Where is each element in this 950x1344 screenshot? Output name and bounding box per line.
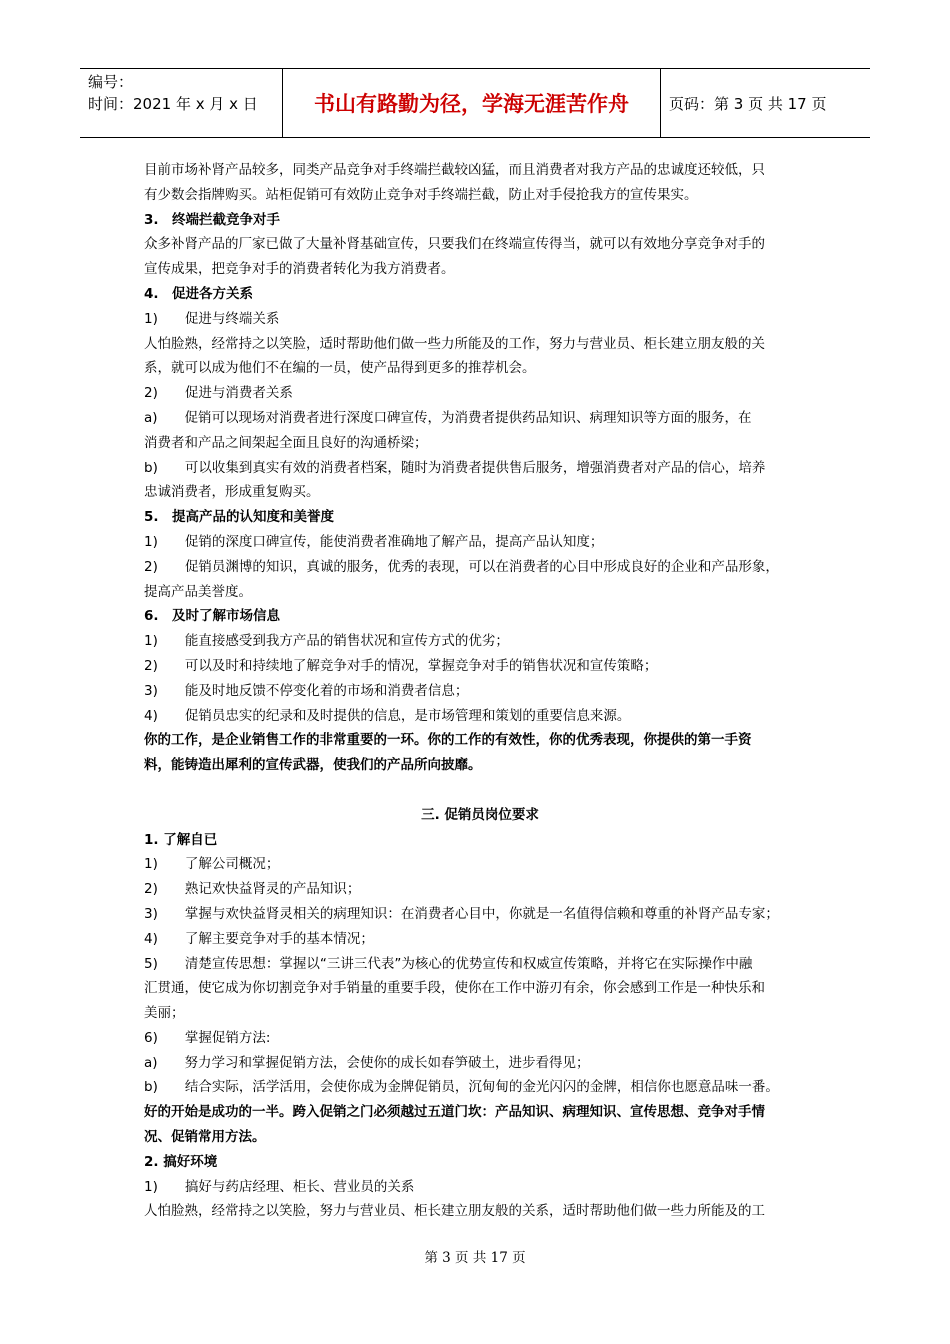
document-number-label: 编号： bbox=[88, 73, 134, 91]
body-line: 人怕脸熟，经常持之以笑脸，适时帮助他们做一些力所能及的工作，努力与营业员、柜长建立朋友般的关 bbox=[144, 335, 765, 352]
blank-line bbox=[144, 778, 816, 803]
list-item: 6) 掌握促销方法: bbox=[144, 1029, 271, 1046]
body-line: 众多补肾产品的厂家已做了大量补肾基础宣传，只要我们在终端宣传得当，就可以有效地分享竞争对手的 bbox=[144, 236, 765, 253]
list-item: 4) 了解主要竞争对手的基本情况； bbox=[144, 930, 374, 947]
body-line: 消费者和产品之间架起全面且良好的沟通桥梁； bbox=[144, 434, 428, 451]
emphasis-line: 好的开始是成功的一半。跨入促销之门必须越过五道门坎：产品知识、病理知识、宣传思想、竞争对手情 bbox=[144, 1104, 765, 1121]
body-line: 美丽； bbox=[144, 1005, 185, 1022]
emphasis-line: 料，能铸造出犀利的宣传武器，使我们的产品所向披靡。 bbox=[144, 757, 482, 774]
list-item: 1) 促进与终端关系 bbox=[144, 310, 280, 327]
list-item: 2) 熟记欢快益肾灵的产品知识； bbox=[144, 881, 361, 898]
header-motto: 书山有路勤为径，学海无涯苦作舟 bbox=[283, 69, 661, 137]
section-heading: 3. 终端拦截竞争对手 bbox=[144, 211, 281, 228]
list-item: 2) 可以及时和持续地了解竞争对手的情况，掌握竞争对手的销售状况和宣传策略； bbox=[144, 657, 658, 674]
section-heading: 5. 提高产品的认知度和美誉度 bbox=[144, 509, 335, 526]
emphasis-line: 况、促销常用方法。 bbox=[144, 1129, 266, 1146]
list-item: 3) 能及时地反馈不停变化着的市场和消费者信息； bbox=[144, 682, 469, 699]
emphasis-line: 你的工作，是企业销售工作的非常重要的一环。你的工作的有效性，你的优秀表现，你提供的第一手资 bbox=[144, 732, 752, 749]
section-heading: 1. 了解自已 bbox=[144, 831, 218, 848]
list-item: a) 努力学习和掌握促销方法，会使你的成长如春笋破土，进步看得见； bbox=[144, 1054, 590, 1071]
section-heading: 4. 促进各方关系 bbox=[144, 285, 254, 302]
body-line: 有少数会指牌购买。站柜促销可有效防止竞争对手终端拦截，防止对手侵抢我方的宣传果实。 bbox=[144, 186, 698, 203]
body-line: 目前市场补肾产品较多，同类产品竞争对手终端拦截较凶猛，而且消费者对我方产品的忠诚度还较低，只 bbox=[144, 162, 765, 178]
list-item: 1) 搞好与药店经理、柜长、营业员的关系 bbox=[144, 1178, 415, 1195]
list-item: 1) 能直接感受到我方产品的销售状况和宣传方式的优劣； bbox=[144, 633, 509, 650]
list-item: b) 结合实际，活学活用，会使你成为金牌促销员，沉甸甸的金光闪闪的金牌，相信你也愿意品味一番。 bbox=[144, 1079, 779, 1096]
list-item: 1) 促销的深度口碑宣传，能使消费者准确地了解产品，提高产品认知度； bbox=[144, 533, 604, 550]
section-heading: 2. 搞好环境 bbox=[144, 1153, 218, 1170]
chapter-title: 三. 促销员岗位要求 bbox=[421, 806, 539, 823]
body-line: 汇贯通，使它成为你切割竞争对手销量的重要手段，使你在工作中游刃有余，你会感到工作是一种快乐和 bbox=[144, 980, 765, 997]
list-item: 1) 了解公司概况； bbox=[144, 856, 280, 873]
page-header bbox=[80, 68, 870, 138]
body-line: 忠诚消费者，形成重复购买。 bbox=[144, 484, 320, 501]
body-line: 人怕脸熟，经常持之以笑脸，努力与营业员、柜长建立朋友般的关系，适时帮助他们做一些力所能及的工 bbox=[144, 1203, 765, 1220]
list-item: b) 可以收集到真实有效的消费者档案，随时为消费者提供售后服务，增强消费者对产品的信心，培养 bbox=[144, 459, 766, 476]
list-item: 4) 促销员忠实的纪录和及时提供的信息，是市场管理和策划的重要信息来源。 bbox=[144, 707, 631, 724]
header-page-label: 页码：第 3 页 共 17 页 bbox=[669, 94, 827, 113]
list-item: 5) 清楚宣传思想：掌握以“三讲三代表”为核心的优势宣传和权威宣传策略，并将它在实际操作中融 bbox=[144, 955, 753, 972]
body-line: 宣传成果，把竞争对手的消费者转化为我方消费者。 bbox=[144, 261, 455, 278]
document-date-label: 时间：2021 年 x 月 x 日 bbox=[88, 95, 258, 113]
list-item: 2) 促销员渊博的知识，真诚的服务，优秀的表现，可以在消费者的心目中形成良好的企业和产品形象， bbox=[144, 558, 779, 575]
section-heading: 6. 及时了解市场信息 bbox=[144, 608, 281, 625]
list-item: 2) 促进与消费者关系 bbox=[144, 385, 293, 402]
body-line: 系，就可以成为他们不在编的一员，使产品得到更多的推荐机会。 bbox=[144, 360, 536, 377]
list-item: 3) 掌握与欢快益肾灵相关的病理知识：在消费者心目中，你就是一名值得信赖和尊重的补肾产品专家； bbox=[144, 905, 779, 922]
body-line: 提高产品美誉度。 bbox=[144, 583, 252, 600]
document-body bbox=[144, 158, 816, 1224]
header-meta bbox=[80, 69, 283, 137]
list-item: a) 促销可以现场对消费者进行深度口碑宣传，为消费者提供药品知识、病理知识等方面的服务，在 bbox=[144, 409, 752, 426]
page-footer: 第 3 页 共 17 页 bbox=[424, 1250, 526, 1266]
